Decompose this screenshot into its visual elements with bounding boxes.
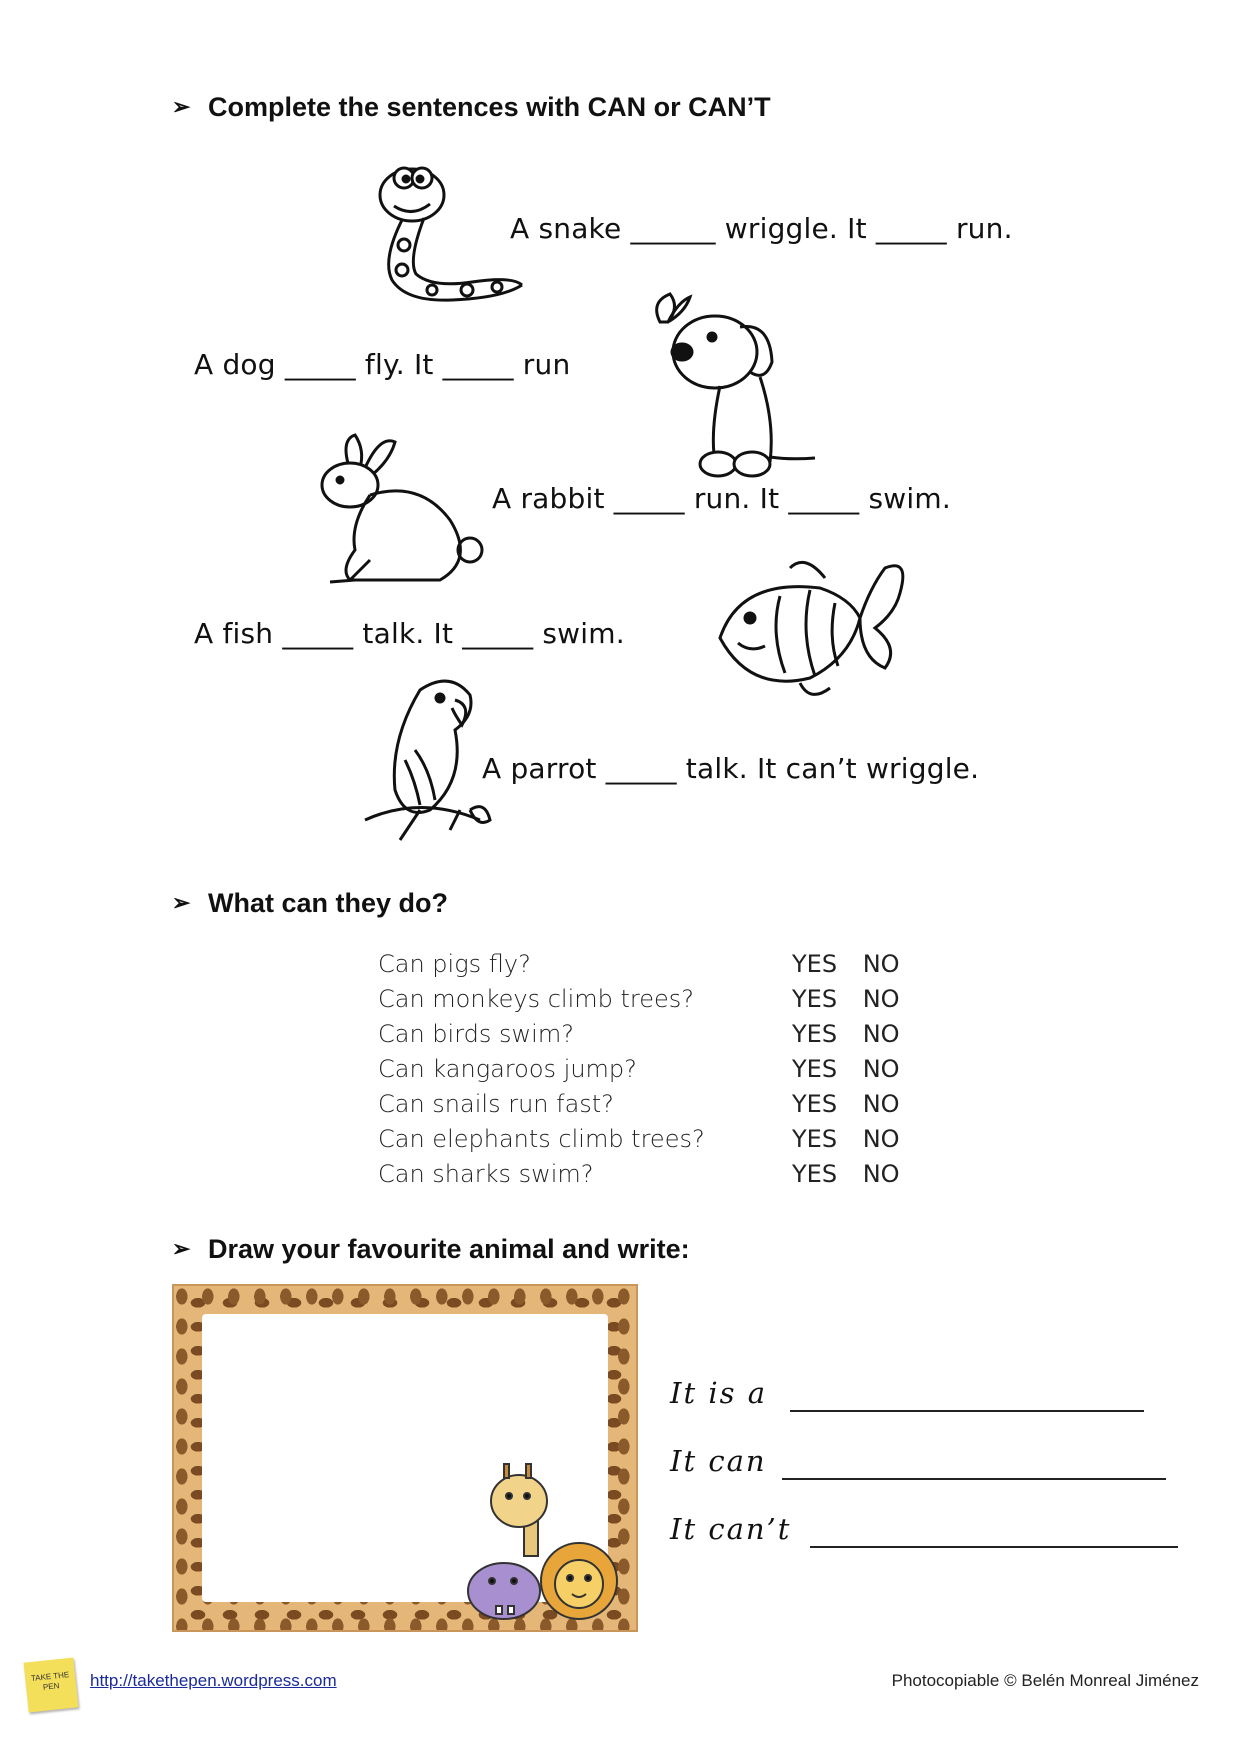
answer-options-4[interactable] xyxy=(792,1055,900,1083)
write-label-it-is-a: It is a xyxy=(670,1376,767,1410)
question-5: Can snails run fast? xyxy=(378,1090,614,1118)
sentence-parrot: A parrot _____ talk. It can’t wriggle. xyxy=(482,752,980,785)
footer-copyright: Photocopiable © Belén Monreal Jiménez xyxy=(891,1671,1199,1690)
heading-text: What can they do? xyxy=(208,888,449,918)
rabbit-illustration xyxy=(310,430,490,590)
answer-line-it-can[interactable] xyxy=(782,1478,1166,1480)
heading-text: Complete the sentences with CAN or CAN’T xyxy=(208,92,771,122)
yes-option[interactable]: YES xyxy=(792,1090,838,1118)
answer-line-it-cant[interactable] xyxy=(810,1546,1178,1548)
sentence-dog: A dog _____ fly. It _____ run xyxy=(194,348,571,381)
arrow-bullet-icon: ➢ xyxy=(172,1236,191,1261)
question-3: Can birds swim? xyxy=(378,1020,574,1048)
yes-option[interactable]: YES xyxy=(792,985,838,1013)
parrot-illustration xyxy=(360,670,495,845)
no-option[interactable]: NO xyxy=(862,950,900,978)
question-7: Can sharks swim? xyxy=(378,1160,594,1188)
no-option[interactable]: NO xyxy=(862,1125,900,1153)
yes-option[interactable]: YES xyxy=(792,1160,838,1188)
arrow-bullet-icon: ➢ xyxy=(172,94,191,119)
no-option[interactable]: NO xyxy=(862,1055,900,1083)
safari-animals-illustration xyxy=(464,1456,634,1626)
answer-options-3[interactable] xyxy=(792,1020,900,1048)
no-option[interactable]: NO xyxy=(862,1020,900,1048)
no-option[interactable]: NO xyxy=(862,1160,900,1188)
question-6: Can elephants climb trees? xyxy=(378,1125,705,1153)
section-heading-complete xyxy=(172,92,771,123)
no-option[interactable]: NO xyxy=(862,985,900,1013)
take-the-pen-logo xyxy=(24,1658,79,1713)
drawing-frame xyxy=(172,1284,638,1632)
dog-illustration xyxy=(640,282,840,482)
yes-option[interactable]: YES xyxy=(792,1020,838,1048)
yes-option[interactable]: YES xyxy=(792,950,838,978)
answer-options-1[interactable] xyxy=(792,950,900,978)
question-2: Can monkeys climb trees? xyxy=(378,985,695,1013)
section-heading-what-can-they-do xyxy=(172,888,448,919)
arrow-bullet-icon: ➢ xyxy=(172,890,191,915)
yes-option[interactable]: YES xyxy=(792,1055,838,1083)
question-1: Can pigs fly? xyxy=(378,950,531,978)
answer-options-6[interactable] xyxy=(792,1125,900,1153)
yes-option[interactable]: YES xyxy=(792,1125,838,1153)
sentence-fish: A fish _____ talk. It _____ swim. xyxy=(194,617,625,650)
write-label-it-cant: It can’t xyxy=(670,1512,792,1546)
answer-options-5[interactable] xyxy=(792,1090,900,1118)
answer-options-2[interactable] xyxy=(792,985,900,1013)
logo-text: TAKE THE PEN xyxy=(30,1670,70,1692)
no-option[interactable]: NO xyxy=(862,1090,900,1118)
heading-text: Draw your favourite animal and write: xyxy=(208,1234,690,1264)
sentence-snake: A snake ______ wriggle. It _____ run. xyxy=(510,212,1013,245)
question-4: Can kangaroos jump? xyxy=(378,1055,637,1083)
answer-options-7[interactable] xyxy=(792,1160,900,1188)
write-label-it-can: It can xyxy=(670,1444,767,1478)
answer-line-it-is-a[interactable] xyxy=(790,1410,1144,1412)
sentence-rabbit: A rabbit _____ run. It _____ swim. xyxy=(492,482,951,515)
fish-illustration xyxy=(710,548,910,708)
footer-url-link[interactable]: http://takethepen.wordpress.com xyxy=(90,1671,337,1690)
section-heading-draw xyxy=(172,1234,690,1265)
